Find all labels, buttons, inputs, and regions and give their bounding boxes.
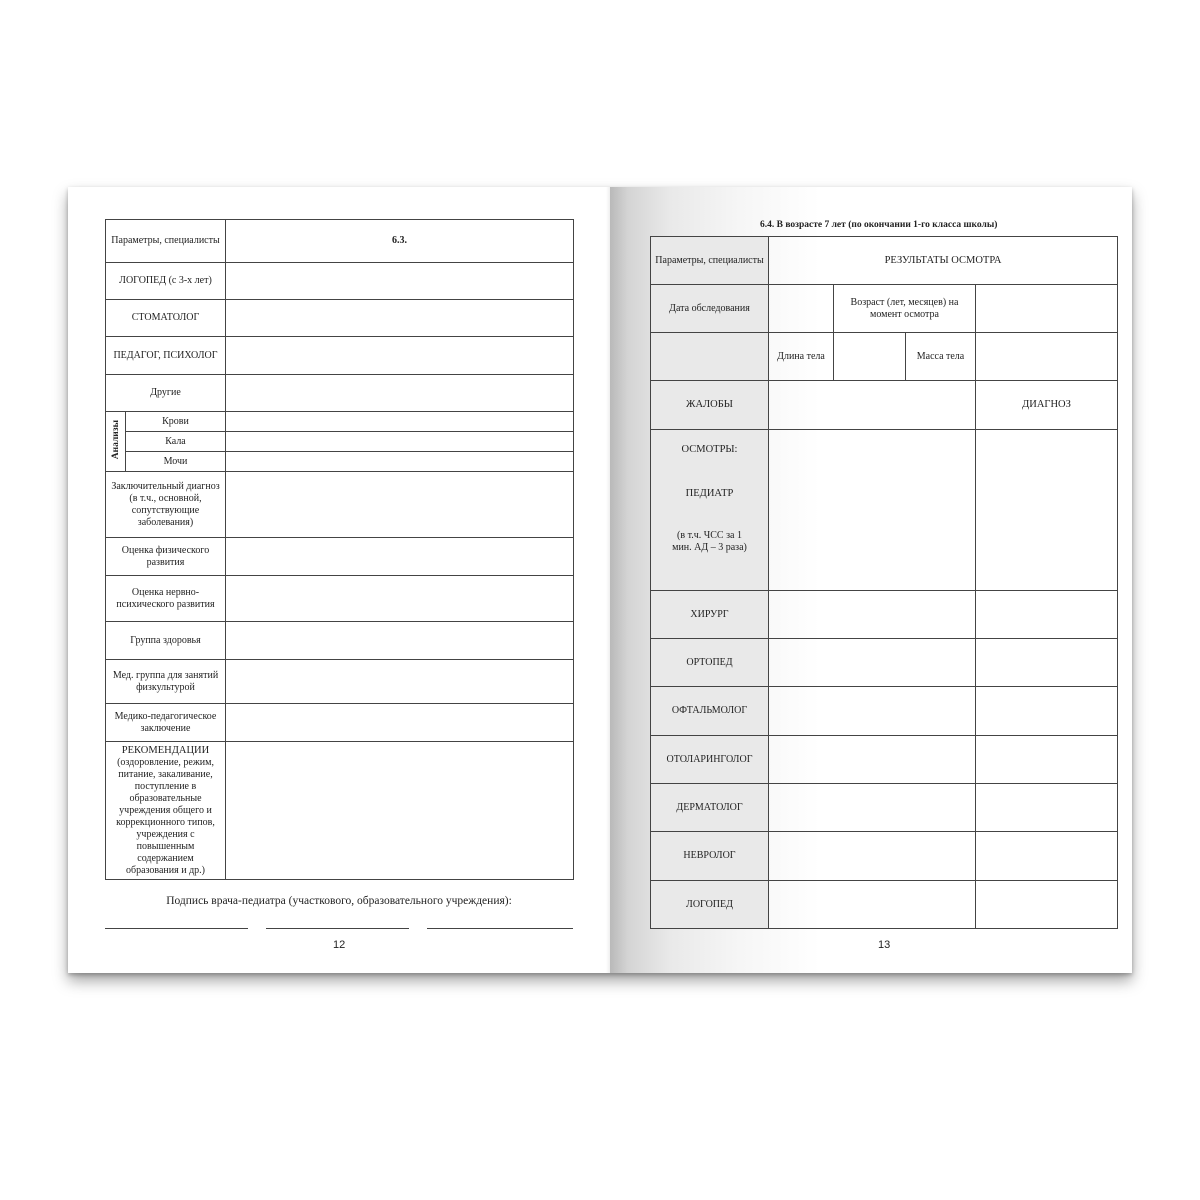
body-mass-label: Масса тела <box>906 333 976 381</box>
row-label-physical-development: Оценка физического развития <box>106 538 226 576</box>
row-label-final-diagnosis: Заключительный диагноз (в т.ч., основной, сопутствующие заболевания) <box>106 472 226 538</box>
specialist-label-dermatologist: ДЕРМАТОЛОГ <box>651 784 769 832</box>
recommendations-text: (оздоровление, режим, питание, закаливание, поступление в образовательные учреждения общего и коррекционного типов, учреждения с повышенным содержанием образования и др.) <box>116 756 215 876</box>
pediatrician-label <box>651 430 769 591</box>
row-field-final-diagnosis[interactable] <box>226 472 574 538</box>
specialist-diagnosis-dermatologist[interactable] <box>976 784 1118 832</box>
row-field-pe-group[interactable] <box>226 660 574 704</box>
specialist-field-speech-therapist[interactable] <box>769 881 976 929</box>
diagnosis-label: ДИАГНОЗ <box>976 381 1118 430</box>
signature-line-3[interactable] <box>427 928 573 929</box>
row-label-health-group: Группа здоровья <box>106 622 226 660</box>
specialist-field-ophthalmologist[interactable] <box>769 687 976 736</box>
row-field-recommendations[interactable] <box>226 742 574 880</box>
row-label-dentist: СТОМАТОЛОГ <box>106 300 226 337</box>
analysis-label-stool: Кала <box>126 432 226 452</box>
row-label-pe-group: Мед. группа для занятий физкультурой <box>106 660 226 704</box>
body-length-field[interactable] <box>834 333 906 381</box>
pediatrician-note: (в т.ч. ЧСС за 1 мин. АД – 3 раза) <box>672 530 747 553</box>
row-field-physical-development[interactable] <box>226 538 574 576</box>
exams-label: ОСМОТРЫ: <box>681 444 738 455</box>
age-field[interactable] <box>976 285 1118 333</box>
page-number-right: 13 <box>878 939 891 951</box>
specialist-diagnosis-otolaryngologist[interactable] <box>976 736 1118 784</box>
page-number-left: 12 <box>333 939 346 951</box>
age-label: Возраст (лет, месяцев) на момент осмотра <box>834 285 976 333</box>
row-field-others[interactable] <box>226 375 574 412</box>
specialist-label-speech-therapist: ЛОГОПЕД <box>651 881 769 929</box>
section-title: 6.4. В возрасте 7 лет (по окончании 1-го класса школы) <box>760 220 998 230</box>
header-results-label: РЕЗУЛЬТАТЫ ОСМОТРА <box>769 237 1118 285</box>
specialist-diagnosis-surgeon[interactable] <box>976 591 1118 639</box>
complaints-label: ЖАЛОБЫ <box>651 381 769 430</box>
specialist-label-surgeon: ХИРУРГ <box>651 591 769 639</box>
header-section-label: 6.3. <box>226 220 574 263</box>
row-label-recommendations <box>106 742 226 880</box>
signature-label: Подпись врача-педиатра (участкового, образовательного учреждения): <box>166 895 512 907</box>
specialist-diagnosis-neurologist[interactable] <box>976 832 1118 881</box>
specialist-field-orthopedist[interactable] <box>769 639 976 687</box>
exam-date-field[interactable] <box>769 285 834 333</box>
specialist-diagnosis-speech-therapist[interactable] <box>976 881 1118 929</box>
row-label-others: Другие <box>106 375 226 412</box>
signature-line-1[interactable] <box>105 928 248 929</box>
pediatrician-title: ПЕДИАТР <box>685 488 734 499</box>
specialist-label-orthopedist: ОРТОПЕД <box>651 639 769 687</box>
specialist-field-surgeon[interactable] <box>769 591 976 639</box>
left-page <box>68 187 610 973</box>
measurements-blank-cell <box>651 333 769 381</box>
body-length-label: Длина тела <box>769 333 834 381</box>
row-field-neuro-development[interactable] <box>226 576 574 622</box>
row-field-med-ped-conclusion[interactable] <box>226 704 574 742</box>
pediatrician-diagnosis-field[interactable] <box>976 430 1118 591</box>
row-label-neuro-development: Оценка нервно-психического развития <box>106 576 226 622</box>
complaints-field[interactable] <box>769 381 976 430</box>
specialist-diagnosis-orthopedist[interactable] <box>976 639 1118 687</box>
header-param-label-right: Параметры, специалисты <box>651 237 769 285</box>
right-page <box>610 187 1132 973</box>
pediatrician-field[interactable] <box>769 430 976 591</box>
analysis-label-blood: Крови <box>126 412 226 432</box>
recommendations-title: РЕКОМЕНДАЦИИ <box>121 744 210 756</box>
analyses-group-label: Анализы <box>106 412 126 472</box>
exam-date-label: Дата обследования <box>651 285 769 333</box>
row-label-speech-therapist: ЛОГОПЕД (с 3-х лет) <box>106 263 226 300</box>
specialist-label-ophthalmologist: ОФТАЛЬМОЛОГ <box>651 687 769 736</box>
specialist-label-otolaryngologist: ОТОЛАРИНГОЛОГ <box>651 736 769 784</box>
specialist-diagnosis-ophthalmologist[interactable] <box>976 687 1118 736</box>
row-field-health-group[interactable] <box>226 622 574 660</box>
row-field-dentist[interactable] <box>226 300 574 337</box>
row-field-speech-therapist[interactable] <box>226 263 574 300</box>
body-mass-field[interactable] <box>976 333 1118 381</box>
analysis-field-blood[interactable] <box>226 412 574 432</box>
analysis-label-urine: Мочи <box>126 452 226 472</box>
right-exam-table <box>650 236 1118 929</box>
specialist-field-otolaryngologist[interactable] <box>769 736 976 784</box>
signature-line-2[interactable] <box>266 928 409 929</box>
specialist-field-dermatologist[interactable] <box>769 784 976 832</box>
left-exam-table <box>105 219 574 880</box>
row-label-psychologist: ПЕДАГОГ, ПСИХОЛОГ <box>106 337 226 375</box>
specialist-field-neurologist[interactable] <box>769 832 976 881</box>
row-field-psychologist[interactable] <box>226 337 574 375</box>
specialist-label-neurologist: НЕВРОЛОГ <box>651 832 769 881</box>
header-param-label: Параметры, специалисты <box>106 220 226 263</box>
open-booklet <box>68 187 1132 973</box>
analysis-field-urine[interactable] <box>226 452 574 472</box>
row-label-med-ped-conclusion: Медико-педагогическое заключение <box>106 704 226 742</box>
analysis-field-stool[interactable] <box>226 432 574 452</box>
